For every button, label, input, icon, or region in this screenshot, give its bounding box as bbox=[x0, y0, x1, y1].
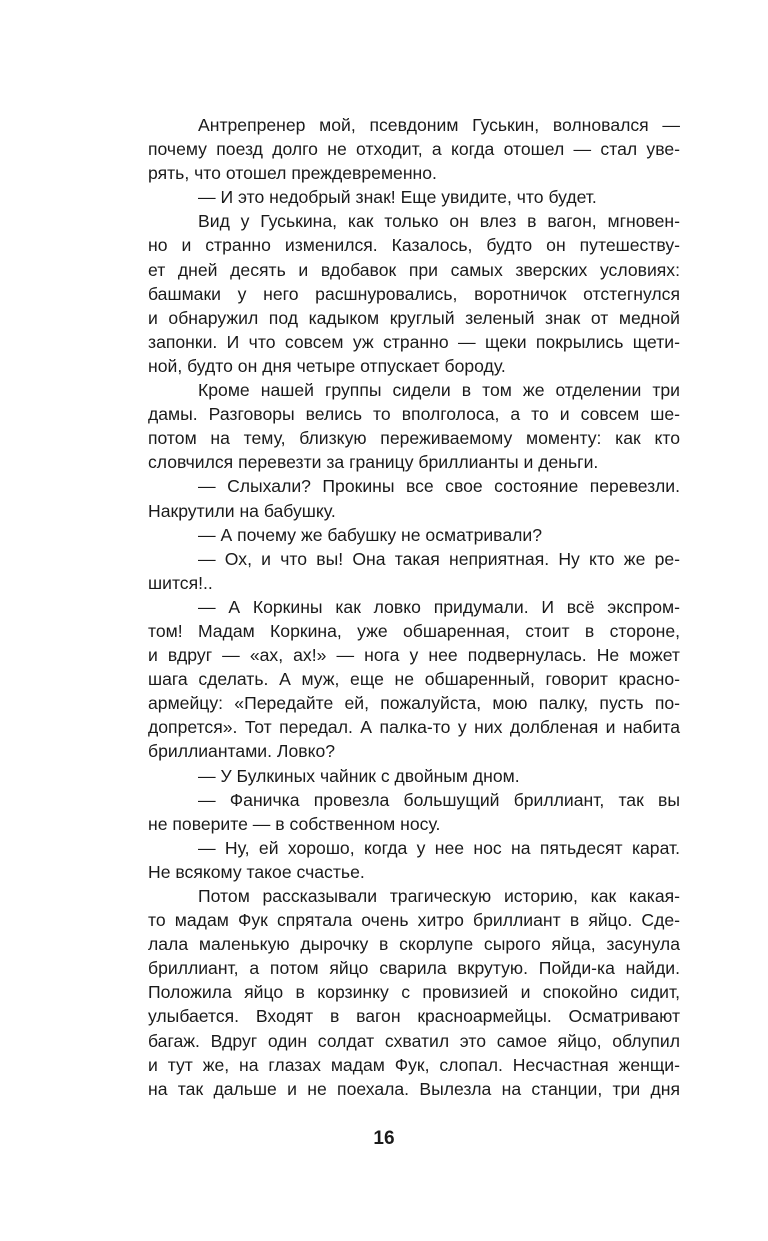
text-line: ет дней десять и вдобавок при самых зверских условиях: bbox=[148, 259, 680, 280]
text-line: и обнаружил под кадыком круглый зеленый знак от медной bbox=[148, 307, 680, 328]
text-line: — А почему же бабушку не осматривали? bbox=[198, 524, 542, 545]
text-line: запонки. И что совсем уж странно — щеки покрылись щети- bbox=[148, 331, 680, 352]
text-line: Не всякому такое счастье. bbox=[148, 861, 365, 882]
text-line: — Ох, и что вы! Она такая неприятная. Ну кто же ре- bbox=[198, 548, 680, 569]
text-line: не поверите — в собственном носу. bbox=[148, 813, 441, 834]
text-line: — Фаничка провезла большущий бриллиант, так вы bbox=[198, 789, 680, 810]
text-line: Антрепренер мой, псевдоним Гуськин, волновался — bbox=[198, 115, 680, 135]
text-line: лала маленькую дырочку в скорлупе сырого яйца, засунула bbox=[148, 934, 680, 955]
text-line: дамы. Разговоры велись то вполголоса, а то и совсем ше- bbox=[148, 404, 680, 425]
text-line: допрется». Тот передал. А палка-то у них долбленая и набита bbox=[148, 717, 680, 738]
text-line: и тут же, на глазах мадам Фук, слопал. Несчастная женщи- bbox=[148, 1054, 680, 1075]
text-line: бриллиант, а потом яйцо сварила вкрутую. Пойди-ка найди. bbox=[148, 958, 680, 979]
text-line: шага сделать. А муж, еще не обшаренный, говорит красно- bbox=[148, 669, 680, 690]
text-line: Положила яйцо в корзинку с провизией и спокойно сидит, bbox=[148, 982, 680, 1003]
text-line: — Слыхали? Прокины все свое состояние перевезли. bbox=[198, 476, 680, 497]
text-line: багаж. Вдруг один солдат схватил это самое яйцо, облупил bbox=[148, 1030, 680, 1051]
text-line: Потом рассказывали трагическую историю, как какая- bbox=[198, 886, 680, 906]
text-line: шится!.. bbox=[148, 572, 213, 593]
text-line: Вид у Гуськина, как только он влез в вагон, мгновен- bbox=[198, 211, 680, 232]
text-line: армейцу: «Передайте ей, пожалуйста, мою палку, пусть по- bbox=[148, 693, 680, 714]
text-line: то мадам Фук спрятала очень хитро бриллиант в яйцо. Сде- bbox=[148, 910, 680, 931]
text-line: том! Мадам Коркина, уже обшаренная, стоит в стороне, bbox=[148, 620, 680, 641]
text-line: — И это недобрый знак! Еще увидите, что будет. bbox=[198, 187, 597, 208]
text-line: башмаки у него расшнуровались, воротничок отстегнулся bbox=[148, 283, 680, 304]
text-line: но и странно изменился. Казалось, будто он путешеству- bbox=[148, 235, 680, 256]
text-line: почему поезд долго не отходит, а когда отошел — стал уве- bbox=[148, 139, 680, 160]
text-line: Накрутили на бабушку. bbox=[148, 500, 336, 521]
text-line: и вдруг — «ах, ах!» — нога у нее подвернулась. Не может bbox=[148, 645, 680, 666]
text-line: словчился перевезти за границу бриллианты и деньги. bbox=[148, 452, 599, 473]
text-line: бриллиантами. Ловко? bbox=[148, 741, 336, 762]
text-line: потом на тему, близкую переживаемому моменту: как кто bbox=[148, 428, 680, 449]
text-line: Кроме нашей группы сидели в том же отделении три bbox=[198, 380, 680, 401]
text-line: — У Булкиных чайник с двойным дном. bbox=[198, 765, 520, 786]
page-number: 16 bbox=[373, 1128, 395, 1149]
text-line: улыбается. Входят в вагон красноармейцы. Осматривают bbox=[148, 1006, 680, 1027]
text-line: рять, что отошел преждевременно. bbox=[148, 163, 437, 184]
text-line: ной, будто он дня четыре отпускает бороду. bbox=[148, 355, 506, 376]
text-line: — Ну, ей хорошо, когда у нее нос на пятьдесят карат. bbox=[198, 837, 680, 858]
text-line: на так дальше и не поехала. Вылезла на станции, три дня bbox=[148, 1078, 680, 1099]
page-body-text bbox=[148, 113, 680, 1101]
text-line: — А Коркины как ловко придумали. И всё экспром- bbox=[198, 596, 680, 617]
